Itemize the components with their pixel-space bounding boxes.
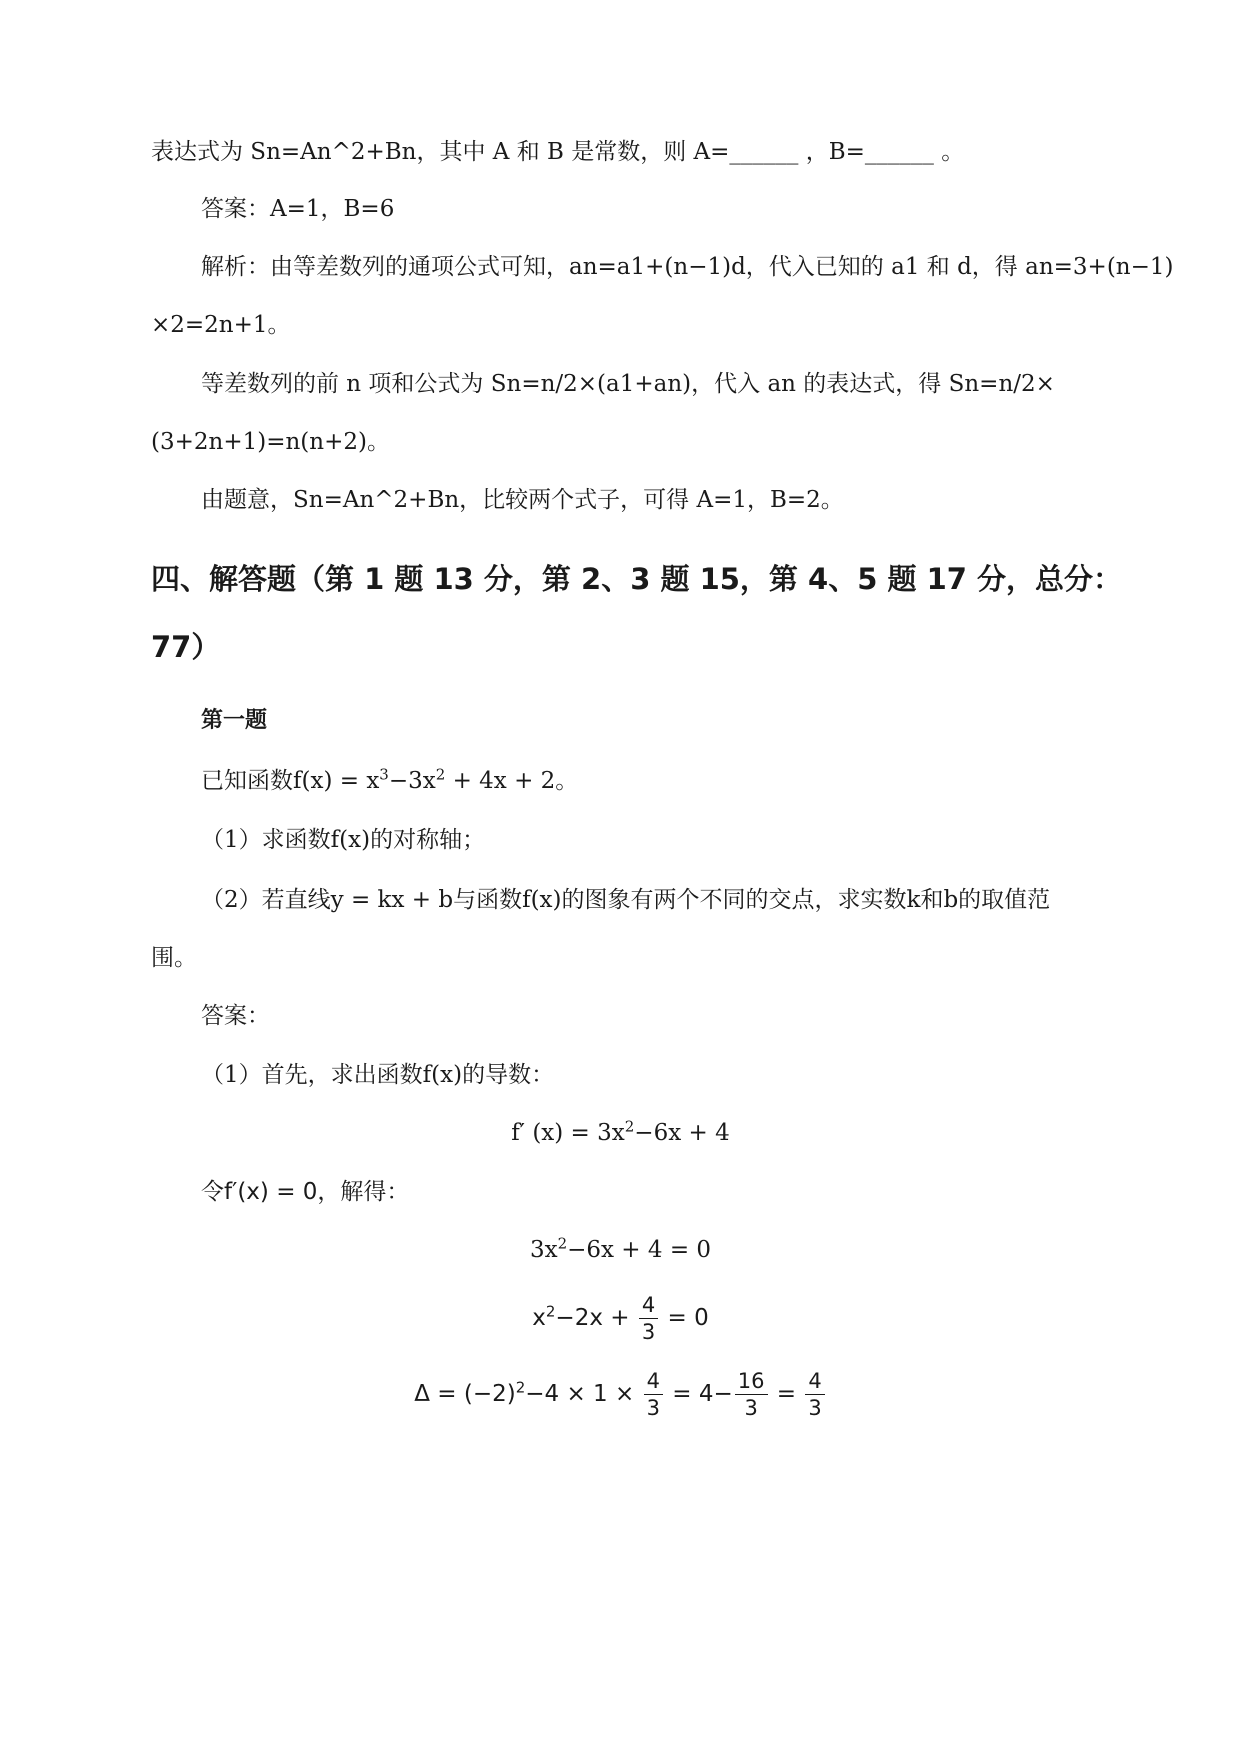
answer-line: 答案：A=1，B=6: [201, 196, 395, 222]
part2-line: y = kx + b: [330, 887, 454, 913]
part1-suffix: 的对称轴；: [370, 827, 486, 853]
eq2-exponent: 2: [545, 1302, 556, 1321]
fraction-bar: [639, 1318, 658, 1319]
step1-prefix: （1）首先，求出函数: [201, 1062, 423, 1088]
analysis-line: 解析：由等差数列的通项公式可知，an=a1+(n−1)d，代入已知的 a1 和 d，得 an=3+(n−1): [201, 254, 1174, 280]
let-equation: f′(x) = 0: [224, 1179, 318, 1205]
fraction-denominator: 3: [808, 1396, 822, 1420]
section-heading: 四、解答题（第 1 题 13 分，第 2、3 题 15，第 4、5 题 17 分，总分：: [151, 562, 1123, 596]
equation-1: [0, 1235, 1241, 1265]
text-line: 由题意，Sn=An^2+Bn，比较两个式子，可得 A=1，B=2。: [201, 487, 844, 513]
part2-suffix-b: 的取值范: [958, 887, 1051, 913]
solution-step-1: [201, 1060, 554, 1090]
part2-suffix-a: 的图象有两个不同的交点，求实数: [561, 887, 907, 913]
eq3-equals: =: [769, 1381, 804, 1407]
step1-func: f(x): [422, 1062, 463, 1088]
deriv-left: f′ (x) = 3x: [511, 1120, 625, 1146]
part2-func: f(x): [522, 887, 562, 913]
stem-func: f(x) = x: [293, 768, 380, 794]
part2-b: b: [943, 887, 959, 913]
question-stem: [201, 766, 578, 796]
fraction-denominator: 3: [744, 1396, 758, 1420]
let-suffix: ，解得：: [317, 1179, 410, 1205]
eq1-left: 3x: [529, 1237, 558, 1263]
fraction-bar: [805, 1394, 824, 1395]
deriv-right: −6x + 4: [634, 1120, 730, 1146]
section-heading-wrap: 77）: [151, 630, 221, 664]
eq2-right: = 0: [660, 1305, 709, 1331]
fraction-numerator: 4: [808, 1369, 822, 1393]
answer-label: 答案：: [201, 1003, 270, 1029]
part1-prefix: （1）求函数: [201, 827, 331, 853]
fraction-numerator: 4: [646, 1369, 660, 1393]
question-part-2-wrap: 围。: [151, 945, 197, 971]
fraction-numerator: 4: [641, 1293, 656, 1317]
stem-exponent: 3: [379, 765, 389, 784]
equation-3: [0, 1366, 1241, 1422]
stem-exponent: 2: [435, 765, 446, 784]
eq3-exponent: 2: [515, 1378, 526, 1397]
fraction: [639, 1293, 658, 1344]
fraction-bar: [735, 1394, 768, 1395]
fraction-denominator: 3: [646, 1396, 660, 1420]
step1-suffix: 的导数：: [462, 1062, 555, 1088]
text-line: ×2=2n+1。: [151, 312, 291, 338]
let-line: [201, 1177, 409, 1207]
derivative-equation: [0, 1118, 1241, 1148]
question-part-2: [201, 885, 1050, 915]
part2-mid: 与函数: [453, 887, 523, 913]
eq2-mid: −2x +: [555, 1305, 637, 1331]
part2-and: 和: [920, 887, 944, 913]
stem-mid: −3x: [388, 768, 436, 794]
equation-2: [0, 1290, 1241, 1346]
fraction: [644, 1369, 663, 1420]
part2-prefix: （2）若直线: [201, 887, 331, 913]
eq3-equals: = 4−: [664, 1381, 733, 1407]
eq2-left: x: [532, 1305, 546, 1331]
part2-k: k: [906, 887, 921, 913]
stem-prefix: 已知函数: [201, 768, 293, 794]
eq1-right: −6x + 4 = 0: [567, 1237, 712, 1263]
fraction-bar: [644, 1394, 663, 1395]
fraction: [735, 1369, 768, 1420]
text-line: 表达式为 Sn=An^2+Bn，其中 A 和 B 是常数，则 A=______ ，B=______ 。: [151, 139, 965, 165]
let-prefix: 令: [201, 1179, 224, 1205]
question-title: 第一题: [201, 708, 268, 733]
eq1-exponent: 2: [557, 1234, 568, 1253]
fraction-numerator: 16: [737, 1369, 765, 1393]
text-line: 等差数列的前 n 项和公式为 Sn=n/2×(a1+an)，代入 an 的表达式，得 Sn=n/2×: [201, 371, 1055, 397]
question-part-1: [201, 825, 485, 855]
text-line: (3+2n+1)=n(n+2)。: [151, 429, 390, 455]
fraction: [805, 1369, 824, 1420]
eq3-mid: −4 × 1 ×: [525, 1381, 642, 1407]
stem-tail: + 4x + 2。: [445, 768, 579, 794]
deriv-exponent: 2: [624, 1117, 635, 1136]
part1-func: f(x): [330, 827, 371, 853]
fraction-denominator: 3: [641, 1320, 656, 1344]
eq3-left: Δ = (−2): [414, 1381, 516, 1407]
